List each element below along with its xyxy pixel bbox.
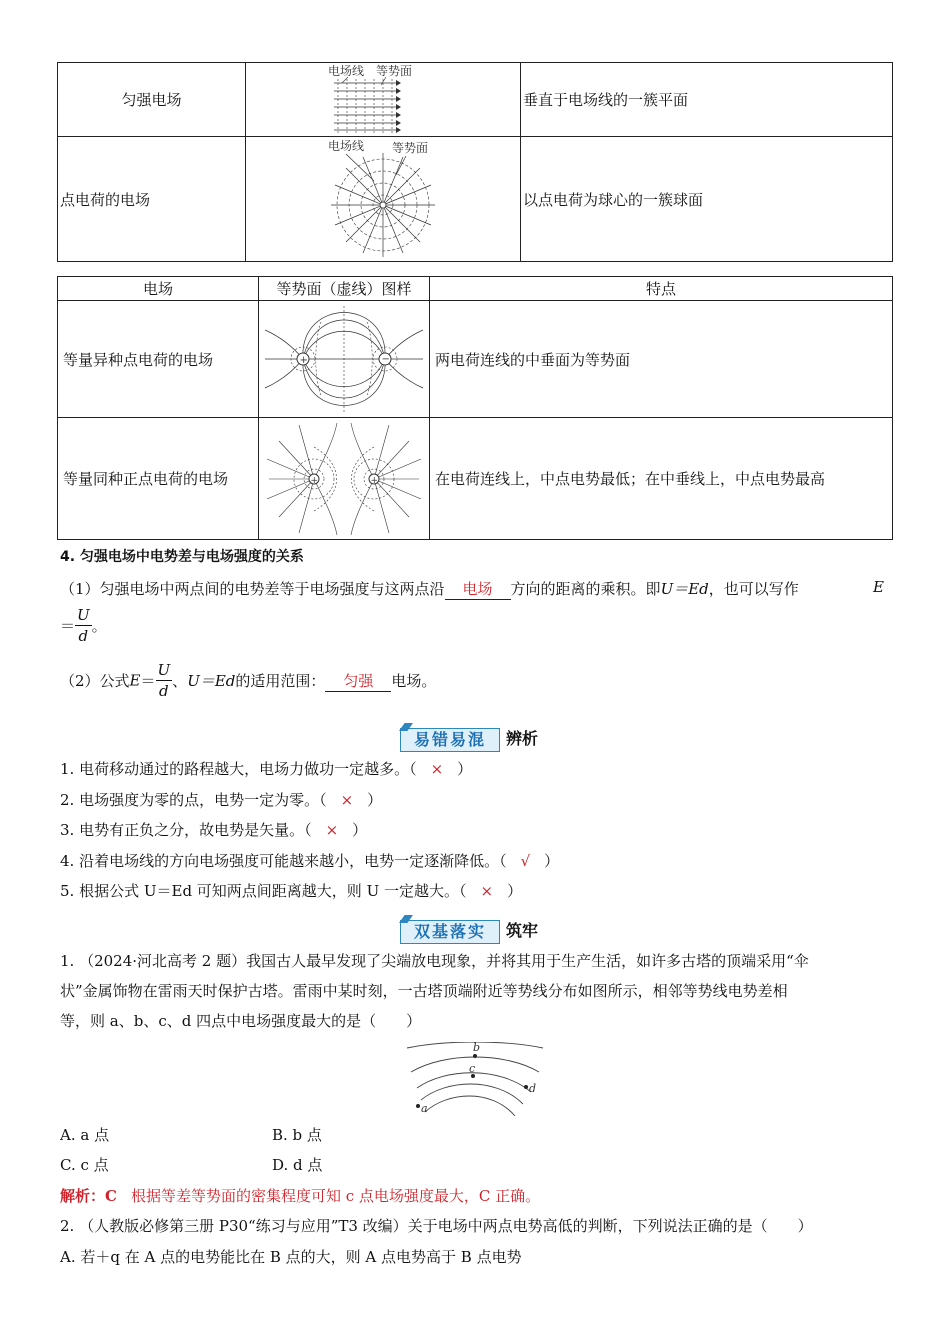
label-field-line: 电场线 (328, 64, 365, 78)
field-cell (58, 301, 259, 418)
option-text: D. d 点 (272, 1156, 323, 1174)
judgement-text: 2. 电场强度为零的点，电势一定为零。（ (60, 791, 327, 809)
answer-text: 根据等差等势面的密集程度可知 c 点电场强度最大，C 正确。 (130, 1187, 541, 1205)
judgement-item (60, 758, 472, 779)
option-d[interactable] (272, 1154, 322, 1175)
svg-text:+: + (370, 475, 379, 486)
option-c[interactable] (60, 1154, 109, 1175)
text: 方向的距离的乘积。即 (510, 580, 661, 598)
text: ） (544, 852, 560, 870)
like-charges-figure (259, 419, 429, 539)
section-title-text: 4. 匀强电场中电势差与电场强度的关系 (60, 549, 304, 565)
header-figure (259, 277, 430, 301)
e-symbol (873, 578, 884, 596)
judgement-item (60, 880, 522, 901)
judgement-mark: × (480, 882, 494, 900)
text: 、 (172, 672, 188, 690)
para-1 (60, 578, 799, 600)
field-name: 点电荷的电场 (60, 190, 151, 209)
feature-cell (521, 137, 893, 262)
judgement-text: 3. 电势有正负之分，故电势是矢量。（ (60, 821, 312, 839)
judgement-item (60, 850, 559, 871)
point-b (473, 1054, 477, 1058)
text: ） (457, 760, 473, 778)
equipotential-table-1 (57, 62, 893, 262)
point-charge-figure (246, 137, 520, 261)
text: 的适用范围： (235, 672, 326, 690)
label-b: b (473, 1042, 481, 1054)
formula: E (129, 671, 141, 690)
badge-tag: 易错易混 (400, 728, 500, 752)
option-b[interactable] (272, 1124, 322, 1145)
numerator: U (77, 606, 90, 624)
point-d (524, 1085, 528, 1089)
badge-tag: 双基落实 (400, 920, 500, 944)
question-text: 2. （人教版必修第三册 P30“练习与应用”T3 改编）关于电场中两点电势高低的判断，下列说法正确的是（ ） (60, 1217, 813, 1235)
judgement-item (60, 789, 382, 810)
field-cell (58, 63, 246, 137)
formula: E (873, 578, 884, 596)
option-text: A. a 点 (60, 1126, 110, 1144)
denominator: d (159, 682, 169, 700)
field-cell (58, 137, 246, 262)
question-1-line (60, 1010, 421, 1031)
header-text: 电场 (142, 280, 173, 298)
point-a (416, 1104, 420, 1108)
judgement-item (60, 819, 367, 840)
judgement-mark: √ (520, 852, 531, 870)
uniform-field-figure (246, 63, 520, 136)
judgement-mark: × (340, 791, 354, 809)
label-equipotential: 等势面 (376, 64, 413, 78)
header-text: 等势面（虚线）图样 (276, 280, 412, 298)
fraction (75, 605, 92, 646)
formula: U＝Ed (660, 580, 709, 598)
figure-cell (246, 63, 521, 137)
question-text: 等，则 a、b、c、d 四点中电场强度最大的是（ ） (60, 1012, 422, 1030)
para-2 (60, 660, 436, 701)
header-field (58, 277, 259, 301)
judgement-text: 1. 电荷移动通过的路程越大，电场力做功一定越多。（ (60, 760, 417, 778)
text: ＝ (60, 617, 76, 635)
judgement-text: 5. 根据公式 U＝Ed 可知两点间距离越大，则 U 一定越大。（ (60, 882, 467, 900)
judgement-mark: × (430, 760, 444, 778)
badge-text: 辨析 (506, 729, 539, 748)
blank-answer: 匀强 (325, 670, 391, 692)
feature-text: 以点电荷为球心的一簇球面 (523, 190, 704, 209)
field-name: 等量异种点电荷的电场 (63, 350, 214, 369)
numerator: U (157, 661, 171, 679)
svg-text:−: − (381, 353, 390, 365)
text: （1）匀强电场中两点间的电势差等于电场强度与这两点沿 (60, 580, 445, 598)
section-title (60, 546, 304, 566)
figure-cell (259, 301, 430, 418)
question-text: 状”金属饰物在雷雨天时保护古塔。雷雨中某时刻，一古塔顶端附近等势线分布如图所示，相邻等势线电势差相 (60, 982, 788, 1000)
svg-text:+: + (299, 354, 308, 366)
feature-cell (430, 301, 893, 418)
label-field-line: 电场线 (328, 139, 365, 153)
question-text: 1. （2024·河北高考 2 题）我国古人最早发现了尖端放电现象，并将其用于生产生活，如许多古塔的顶端采用“伞 (60, 952, 809, 970)
feature-text: 两电荷连线的中垂面为等势面 (435, 350, 631, 369)
question-1-line (60, 950, 809, 971)
feature-cell (430, 418, 893, 540)
header-feature (430, 277, 893, 301)
text: （2）公式 (60, 672, 130, 690)
text: ，也可以写作 (708, 580, 799, 598)
formula-line (60, 605, 107, 646)
option-text: A. 若＋q 在 A 点的电势能比在 B 点的大，则 A 点电势高于 B 点电势 (60, 1248, 522, 1266)
figure-cell (246, 137, 521, 262)
blank-answer: 电场 (445, 578, 511, 600)
option-text: B. b 点 (272, 1126, 322, 1144)
figure-cell (259, 418, 430, 540)
option-text: C. c 点 (60, 1156, 109, 1174)
badge-error-analysis (400, 728, 560, 750)
question-2-line (60, 1215, 813, 1236)
denominator: d (78, 627, 89, 645)
text: ） (507, 882, 523, 900)
fraction (156, 660, 173, 701)
judgement-text: 4. 沿着电场线的方向电场强度可能越来越小，电势一定逐渐降低。（ (60, 852, 507, 870)
field-name: 等量同种正点电荷的电场 (63, 470, 229, 488)
answer-explanation (60, 1185, 540, 1206)
text: 电场。 (391, 672, 437, 690)
opposite-charges-figure (259, 302, 429, 417)
field-cell (58, 418, 259, 540)
option-a[interactable] (60, 1124, 109, 1145)
label-c: c (469, 1062, 476, 1075)
feature-cell (521, 63, 893, 137)
badge-basics (400, 920, 560, 942)
header-text: 特点 (645, 280, 676, 298)
text: ） (367, 791, 383, 809)
text: 。 (91, 617, 107, 635)
text: ） (352, 821, 368, 839)
question-2-option-a[interactable] (60, 1246, 522, 1267)
formula: U＝Ed (187, 672, 236, 690)
answer-label: 解析：C (60, 1187, 117, 1205)
judgement-mark: × (325, 821, 339, 839)
label-a: a (421, 1102, 428, 1115)
text: ＝ (140, 672, 156, 690)
equipotential-table-2 (57, 276, 893, 540)
feature-text: 在电荷连线上，中点电势最低；在中垂线上，中点电势最高 (435, 470, 826, 488)
svg-text:+: + (310, 475, 319, 486)
field-name: 匀强电场 (121, 91, 182, 109)
feature-text: 垂直于电场线的一簇平面 (523, 91, 689, 109)
tower-equipotential-figure (405, 1042, 545, 1116)
badge-text: 筑牢 (506, 921, 539, 940)
label-d: d (529, 1082, 537, 1095)
question-1-line (60, 980, 788, 1001)
label-equipotential: 等势面 (392, 141, 429, 155)
